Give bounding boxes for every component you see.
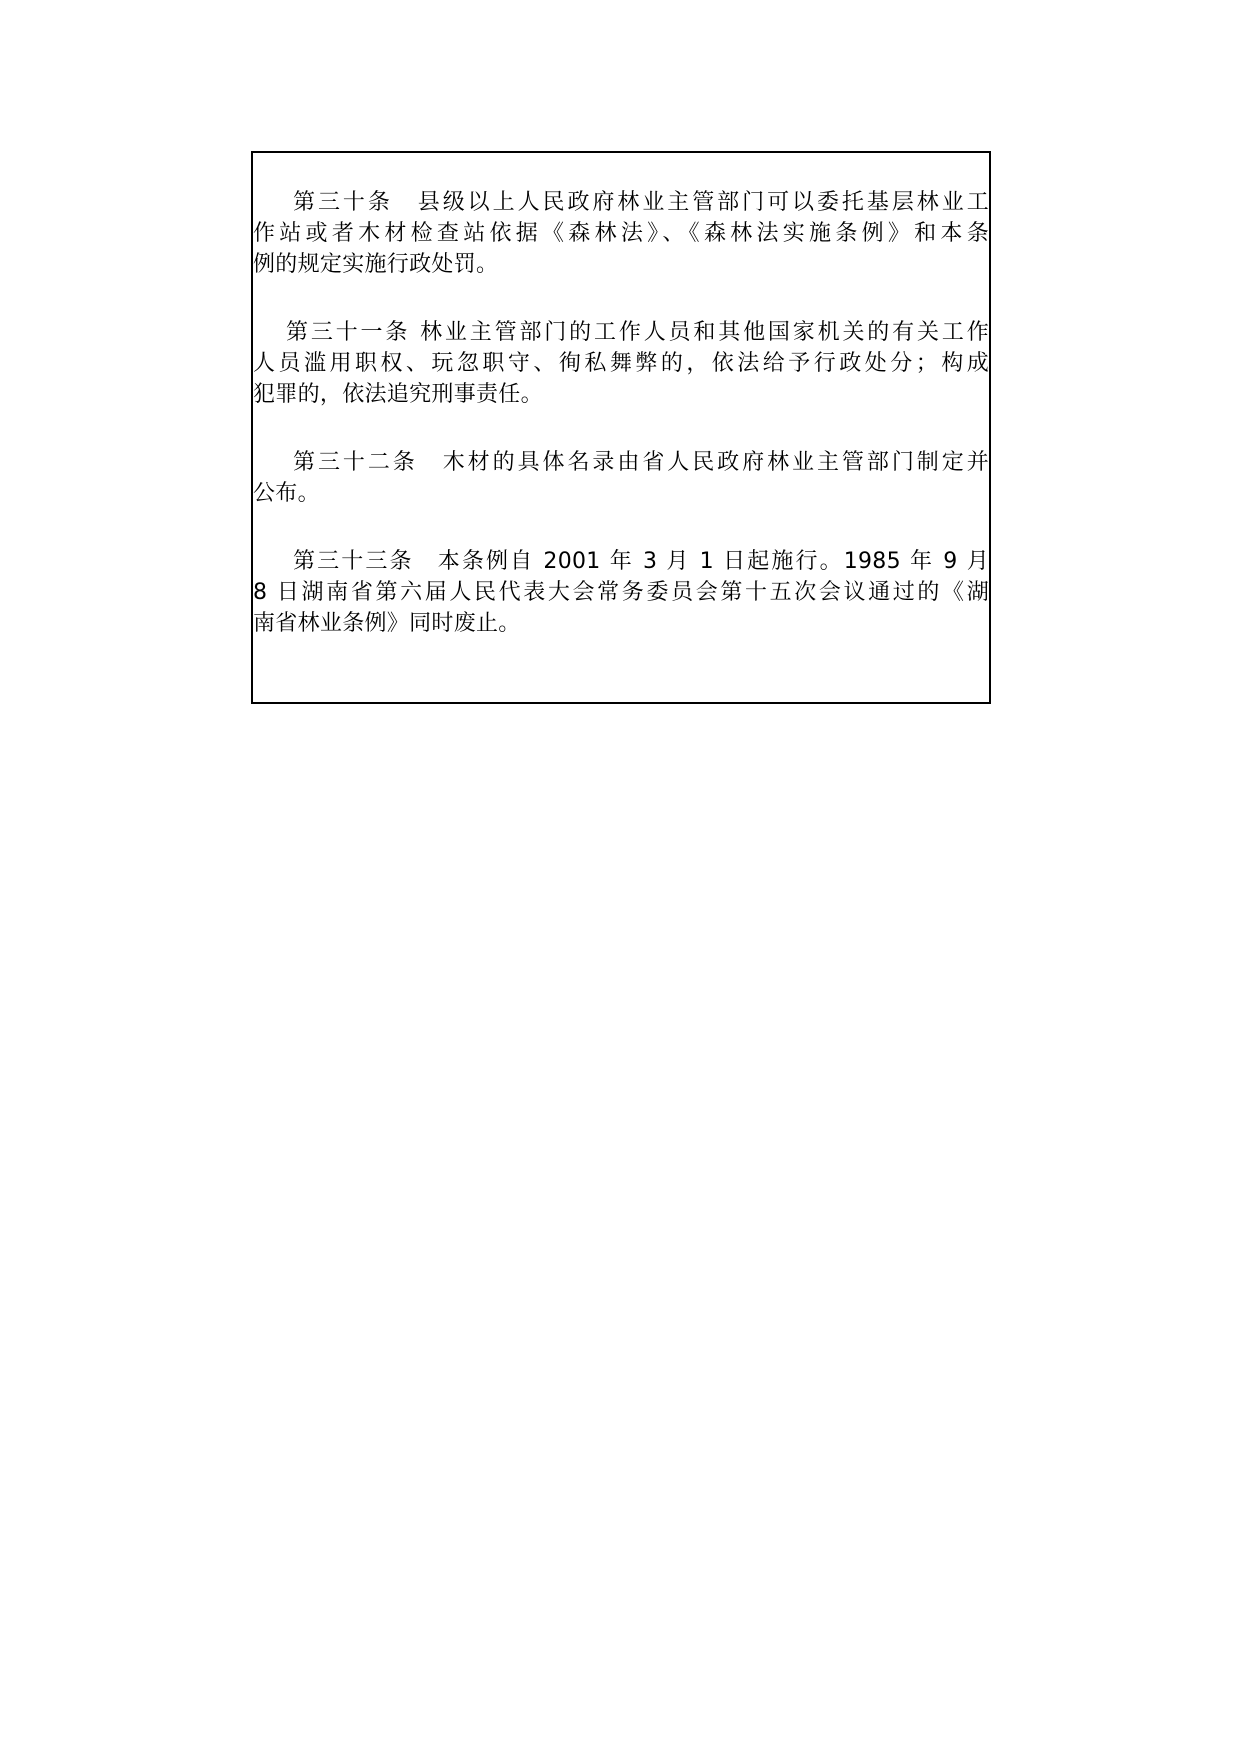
article-33-line-1: 第三十三条 本条例自 2001 年 3 月 1 日起施行。1985 年 9 月 [293, 549, 989, 574]
article-30-line-1: 第三十条 县级以上人民政府林业主管部门可以委托基层林业工 [293, 190, 989, 215]
article-30 [253, 187, 989, 280]
article-32 [253, 447, 989, 509]
article-33-line-2: 8 日湖南省第六届人民代表大会常务委员会第十五次会议通过的《湖 [253, 580, 989, 605]
article-31-line-3: 犯罪的，依法追究刑事责任。 [253, 382, 543, 407]
article-31 [253, 317, 989, 410]
regulation-text-box [251, 151, 991, 704]
article-33-line-3: 南省林业条例》同时废止。 [253, 611, 521, 636]
article-33 [253, 546, 989, 639]
article-32-line-1: 第三十二条 木材的具体名录由省人民政府林业主管部门制定并 [293, 450, 989, 475]
article-30-line-3: 例的规定实施行政处罚。 [253, 252, 499, 277]
article-31-line-1: 第三十一条 林业主管部门的工作人员和其他国家机关的有关工作 [286, 320, 989, 345]
article-30-line-2: 作站或者木材检查站依据《森林法》、《森林法实施条例》和本条 [253, 221, 989, 246]
article-31-line-2: 人员滥用职权、玩忽职守、徇私舞弊的，依法给予行政处分；构成 [253, 351, 989, 376]
article-32-line-2: 公布。 [253, 481, 320, 506]
